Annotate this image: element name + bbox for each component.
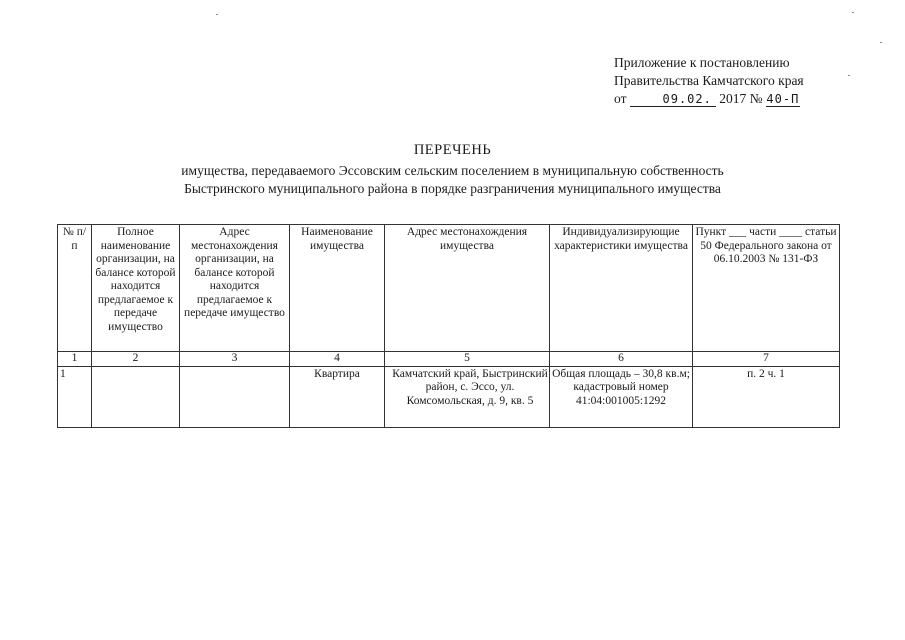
table-header-row (58, 225, 840, 352)
row-property-address-cell: Камчатский край, Быстринский район, с. Эссо, ул. Комсомольская, д. 9, кв. 5 (385, 366, 550, 427)
column-number-cell: 1 (58, 352, 92, 367)
table-row (58, 366, 840, 427)
header-cell-law-point: Пункт ___ части ____ статьи 50 Федерального закона от 06.10.2003 № 131-ФЗ (693, 225, 840, 352)
column-number-cell: 6 (550, 352, 693, 367)
property-table (57, 224, 840, 428)
appendix-block (614, 54, 804, 108)
document-title: ПЕРЕЧЕНЬ (413, 142, 492, 158)
header-cell-org-address: Адрес местонахождения организации, на балансе которой находится предлагаемое к передаче имущество (180, 225, 290, 352)
column-number-cell: 5 (385, 352, 550, 367)
row-num-cell: 1 (58, 366, 92, 427)
appendix-year: 2017 (719, 91, 747, 106)
appendix-date-field (630, 92, 716, 107)
column-number-cell: 3 (180, 352, 290, 367)
column-number-cell: 2 (92, 352, 180, 367)
appendix-date: 09.02. (662, 92, 712, 106)
appendix-number-field (766, 92, 800, 107)
scan-speck (848, 75, 850, 76)
column-number-cell: 7 (693, 352, 840, 367)
header-cell-org-name: Полное наименование организации, на балансе которой находится предлагаемое к передаче имущество (92, 225, 180, 352)
header-cell-characteristics: Индивидуализирующие характеристики имущества (550, 225, 693, 352)
scan-speck (216, 14, 218, 15)
table-column-number-row (58, 352, 840, 367)
row-property-name-cell: Квартира (290, 366, 385, 427)
appendix-line-1: Приложение к постановлению (614, 55, 790, 70)
subtitle-line-1: имущества, передаваемого Эссовским сельским поселением в муниципальную собственность (181, 163, 724, 178)
header-cell-num: № п/п (58, 225, 92, 352)
header-cell-property-address: Адрес местонахождения имущества (385, 225, 550, 352)
header-cell-property-name: Наименование имущества (290, 225, 385, 352)
appendix-from: от (614, 91, 627, 106)
appendix-date-line (614, 90, 804, 108)
column-number-cell: 4 (290, 352, 385, 367)
row-org-address-cell (180, 366, 290, 427)
row-org-name-cell (92, 366, 180, 427)
scan-speck (880, 42, 882, 43)
subtitle-line-2: Быстринского муниципального района в порядке разграничения муниципального имущества (184, 181, 721, 196)
appendix-number: 40-П (766, 92, 800, 106)
scan-speck (852, 12, 854, 13)
row-law-point-cell: п. 2 ч. 1 (693, 366, 840, 427)
appendix-num-sign: № (749, 91, 763, 106)
row-characteristics-cell: Общая площадь – 30,8 кв.м; кадастровый номер 41:04:001005:1292 (550, 366, 693, 427)
appendix-line-2: Правительства Камчатского края (614, 73, 804, 88)
document-subtitle (0, 162, 905, 198)
